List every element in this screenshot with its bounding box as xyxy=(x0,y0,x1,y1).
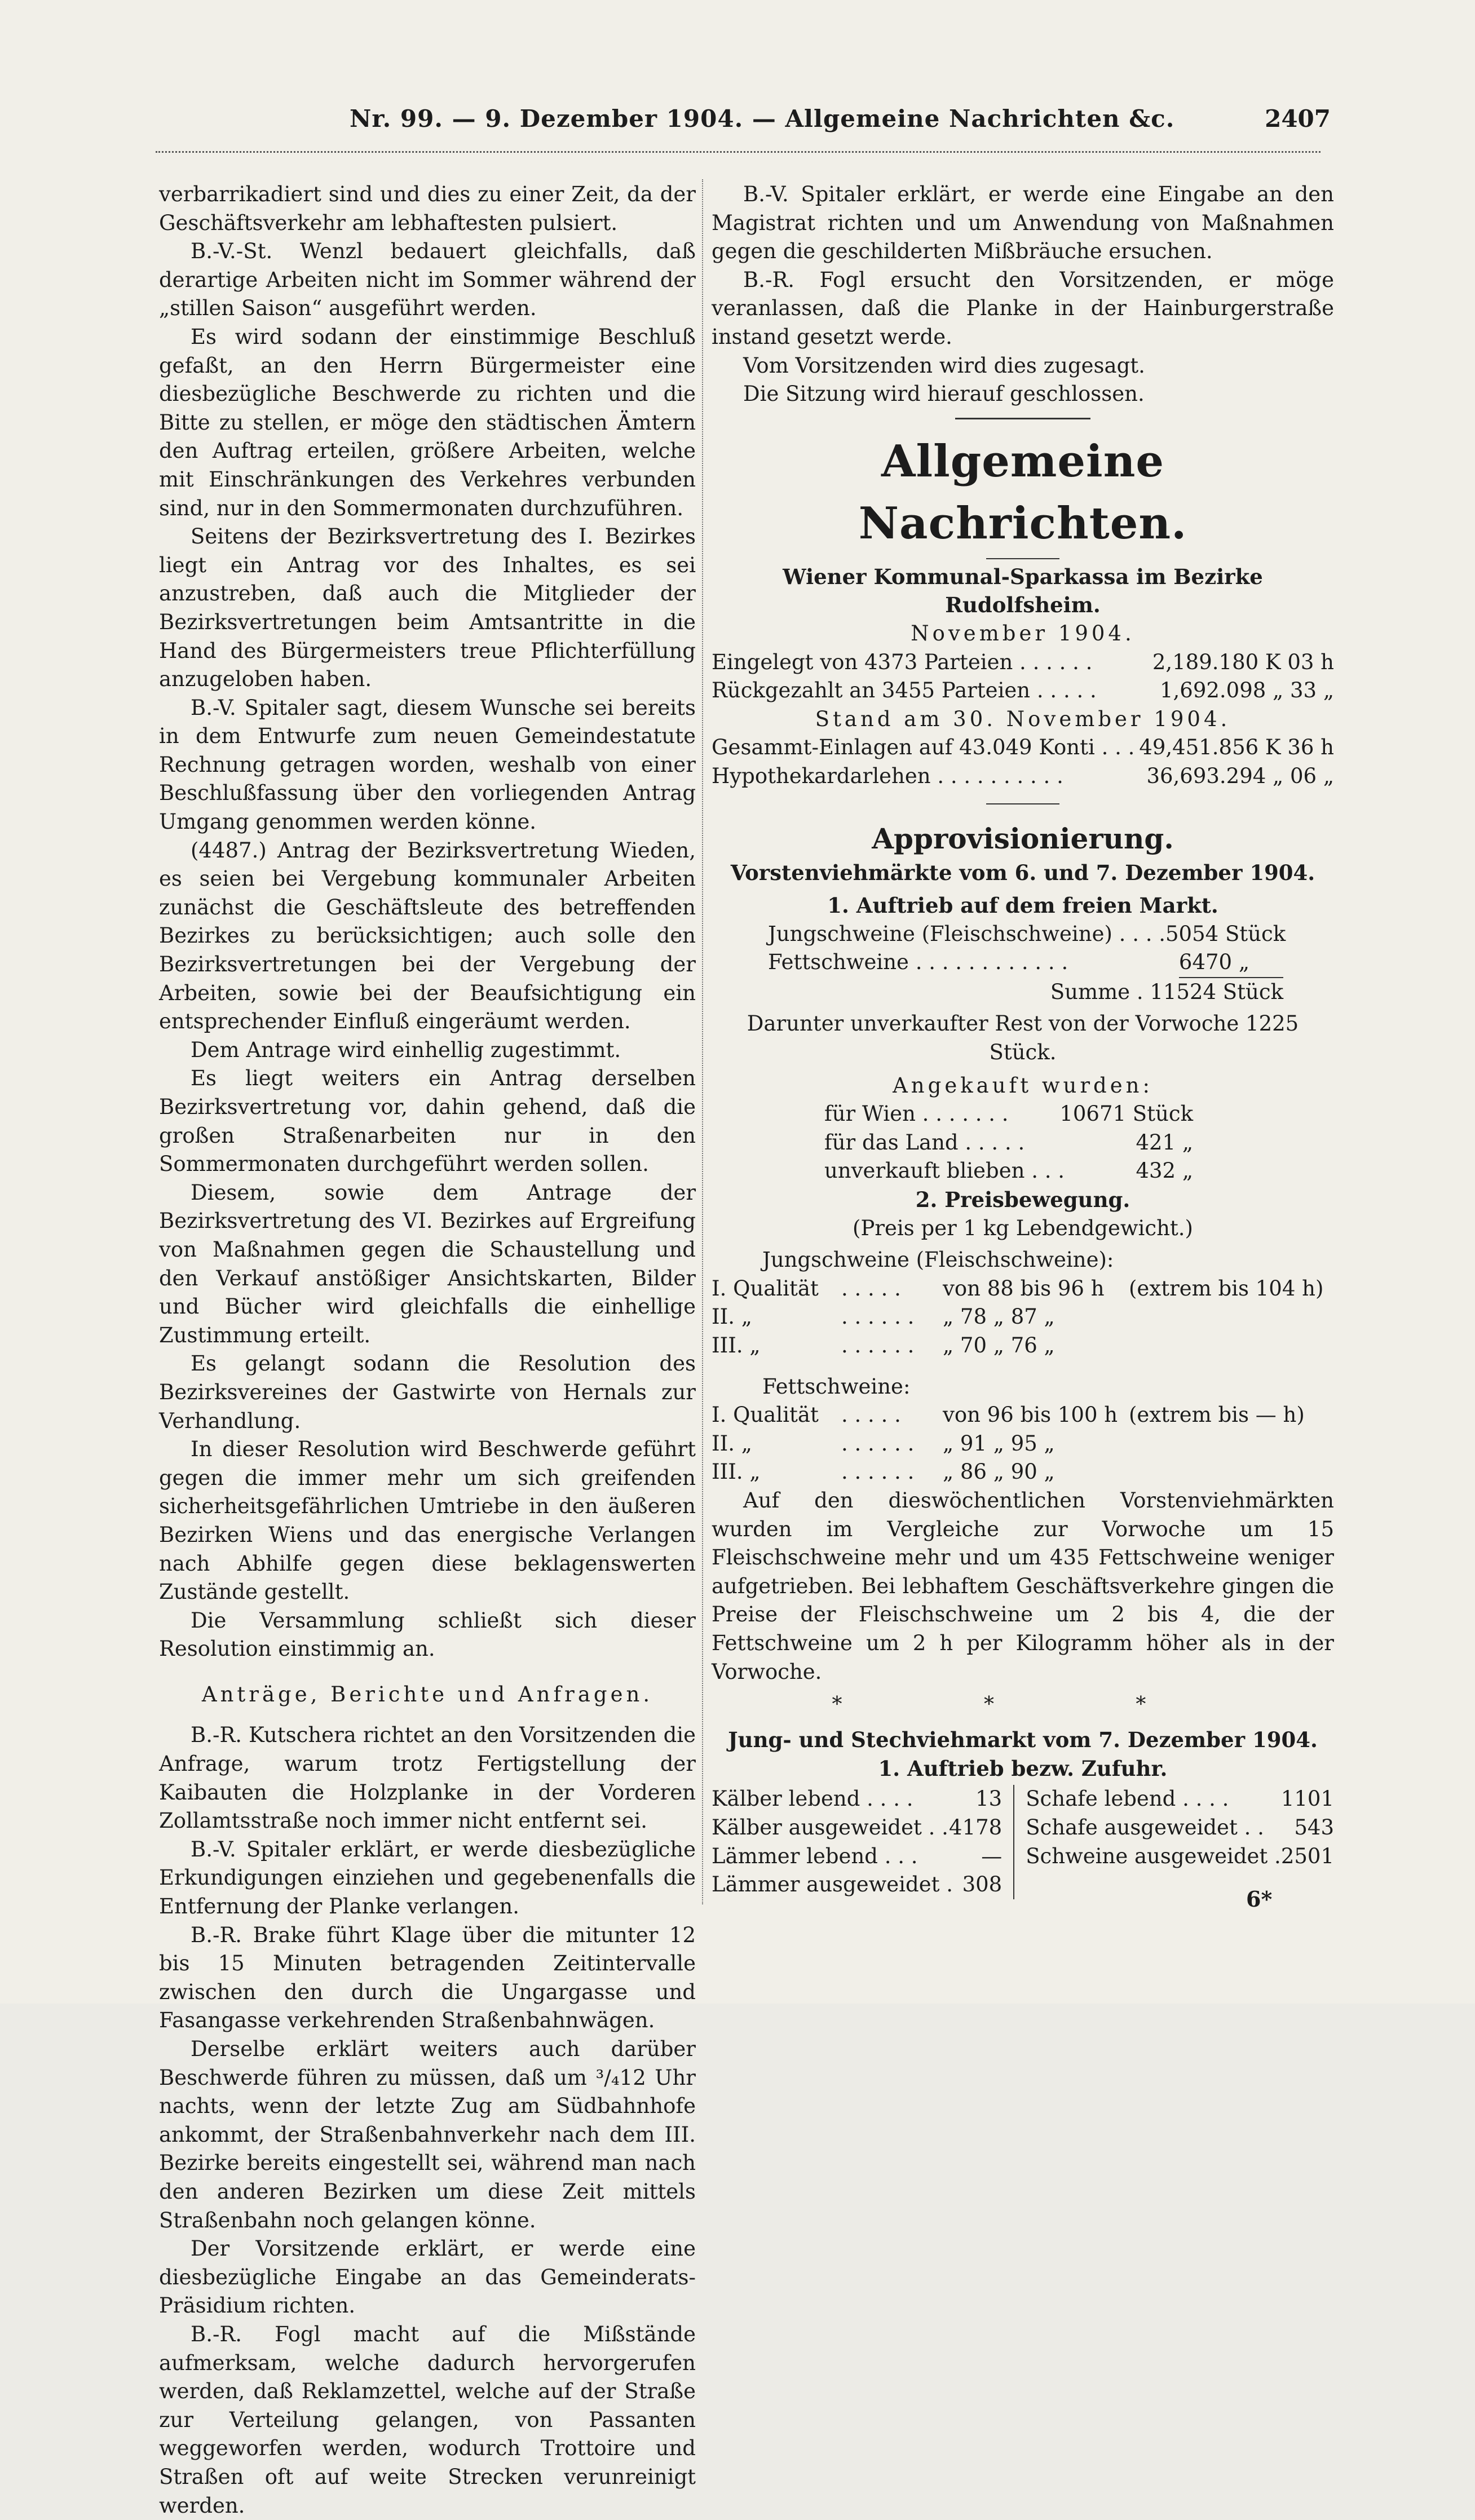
dots: . . . . . xyxy=(841,1276,901,1301)
price-range: „ 86 „ 90 „ xyxy=(943,1460,1055,1484)
quality: III. „ xyxy=(712,1460,761,1484)
price-range: von 96 bis 100 h xyxy=(943,1403,1118,1427)
angekauft-heading: Angekauft wurden: xyxy=(893,1073,1153,1098)
row-value: 4178 xyxy=(949,1815,1003,1840)
auftrieb-list xyxy=(712,920,1334,1007)
header-rule xyxy=(156,151,1321,153)
paragraph: B.-R. Brake führt Klage über die mitunter 12 bis 15 Minuten betragenden Zeitintervalle zwischen den durch die Ungargasse und Fasangasse verkehrenden Straßenbahnwägen. xyxy=(159,1922,696,2033)
paragraph: B.-R. Fogl ersucht den Vorsitzenden, er möge veranlassen, daß die Planke in der Hainburgerstraße instand gesetzt werde. xyxy=(712,267,1334,349)
auftrieb-row xyxy=(768,948,1283,978)
page-header xyxy=(0,105,1475,144)
jung-label: Jungschweine (Fleischschweine): xyxy=(762,1248,1114,1272)
jungvieh-subheading: 1. Auftrieb bezw. Zufuhr. xyxy=(878,1756,1168,1781)
rule xyxy=(955,418,1090,419)
left-column xyxy=(159,180,696,2520)
extreme xyxy=(1129,1430,1334,1458)
row-label: Schweine ausgeweidet . xyxy=(1026,1843,1281,1868)
row-value: 2,189.180 K 03 h xyxy=(1152,649,1334,674)
quality: I. Qualität xyxy=(712,1276,819,1301)
quality: II. „ xyxy=(712,1305,752,1329)
preis-heading: 2. Preisbewegung. xyxy=(915,1187,1130,1213)
sparkasse-month: November 1904. xyxy=(911,621,1135,646)
paragraph: B.-V.-St. Wenzl bedauert gleichfalls, daß derartige Arbeiten nicht im Sommer während der „stillen Saison“ ausgeführt werden. xyxy=(159,239,696,321)
extreme: (extrem bis — h) xyxy=(1129,1403,1305,1427)
jungvieh-table xyxy=(712,1785,1334,1899)
row-label: Gesammt-Einlagen auf 43.049 Konti . . . xyxy=(712,735,1135,760)
price-range: „ 78 „ 87 „ xyxy=(943,1305,1055,1329)
sparkasse-row xyxy=(712,762,1334,791)
paragraph: Diesem, sowie dem Antrage der Bezirksvertretung des VI. Bezirkes auf Ergreifung von Maßnahmen gegen die Schaustellung und den Verkauf anstößiger Ansichtskarten, Bilder und Bücher wird gleichfalls die einhellige Zustimmung erteilt. xyxy=(159,1180,696,1347)
angekauft-list xyxy=(712,1100,1334,1186)
sparkasse-row xyxy=(712,677,1334,705)
paragraph: In dieser Resolution wird Beschwerde geführt gegen die immer mehr um sich greifenden sicherheitsgefährlichen Umtriebe in den äußeren Bezirken Wiens und das energische Verlangen nach Abhilfe gegen diese beklagenswerten Zustände gestellt. xyxy=(159,1437,696,1604)
paragraph: Die Sitzung wird hierauf geschlossen. xyxy=(743,382,1145,406)
row-value: 5054 Stück xyxy=(1165,921,1286,946)
sparkasse-row xyxy=(712,733,1334,762)
auftrieb-row xyxy=(768,920,1286,949)
paragraph: B.-R. Fogl macht auf die Mißstände aufmerksam, welche dadurch hervorgerufen werden, daß Reklamzettel, welche auf der Straße zur Verteilung gelangen, von Passanten weggeworfen werden, wodurch Trottoire und Straßen oft auf weite Strecken verunreinigt werden. xyxy=(159,2322,696,2518)
row-value: 308 xyxy=(962,1872,1003,1897)
quality: I. Qualität xyxy=(712,1403,819,1427)
summe-row xyxy=(768,978,1283,1007)
jungvieh-right xyxy=(1014,1785,1334,1899)
header-title: Nr. 99. — 9. Dezember 1904. — Allgemeine Nachrichten &c. xyxy=(350,105,1175,132)
darunter-text: Darunter unverkaufter Rest von der Vorwoche 1225 Stück. xyxy=(747,1011,1299,1065)
paragraph: B.-V. Spitaler erklärt, er werde diesbezügliche Erkundigungen einziehen und gegebenenfalls die Entfernung der Planke verlangen. xyxy=(159,1837,696,1919)
dots: . . . . . . xyxy=(841,1333,915,1358)
paragraph: Die Versammlung schließt sich dieser Resolution einstimmig an. xyxy=(159,1608,696,1661)
row-label: Lämmer ausgeweidet . xyxy=(712,1872,953,1897)
approvisionierung-subtitle: Vorstenviehmärkte vom 6. und 7. Dezember 1904. xyxy=(730,860,1315,885)
jungvieh-row xyxy=(712,1814,1002,1842)
paragraph: Es gelangt sodann die Resolution des Bezirksvereines der Gastwirte von Hernals zur Verhandlung. xyxy=(159,1351,696,1433)
row-value: 432 „ xyxy=(1136,1159,1193,1183)
angekauft-row xyxy=(824,1129,1193,1157)
price-row xyxy=(712,1275,1334,1303)
row-value: 1,692.098 „ 33 „ xyxy=(1159,678,1334,703)
row-label: Lämmer lebend . . . xyxy=(712,1843,918,1868)
section-title-allgemeine-nachrichten: Allgemeine Nachrichten. xyxy=(858,435,1187,549)
row-value: 421 „ xyxy=(1136,1130,1193,1155)
row-value: — xyxy=(981,1843,1003,1868)
paragraph: B.-V. Spitaler erklärt, er werde eine Eingabe an den Magistrat richten und um Anwendung von Maßnahmen gegen die geschilderten Mißbräuche ersuchen. xyxy=(712,182,1334,264)
row-value: 1101 xyxy=(1280,1787,1334,1811)
dots: . . . . . . xyxy=(841,1305,915,1329)
row-label: Fettschweine . . . . . . . . . . . . xyxy=(768,950,1068,975)
quality: II. „ xyxy=(712,1431,752,1456)
jungvieh-row xyxy=(1026,1785,1334,1814)
fett-price-table xyxy=(712,1401,1334,1487)
row-value: 49,451.856 K 36 h xyxy=(1139,735,1334,760)
auftrieb-heading: 1. Auftrieb auf dem freien Markt. xyxy=(827,893,1218,918)
row-value: 543 xyxy=(1294,1815,1334,1840)
jungvieh-row xyxy=(712,1785,1002,1814)
column-divider xyxy=(702,179,703,1904)
price-range: von 88 bis 96 h xyxy=(943,1276,1105,1301)
sparkasse-title: Wiener Kommunal-Sparkassa im Bezirke Rudolfsheim. xyxy=(783,564,1263,618)
extreme: (extrem bis 104 h) xyxy=(1129,1276,1324,1301)
row-label: für Wien . . . . . . . xyxy=(824,1102,1009,1126)
sparkasse-stand: Stand am 30. November 1904. xyxy=(815,706,1231,731)
price-row xyxy=(712,1401,1334,1430)
paragraph: Es wird sodann der einstimmige Beschluß gefaßt, an den Herrn Bürgermeister eine diesbezügliche Beschwerde zu richten und die Bitte zu stellen, er möge den städtischen Ämtern den Auftrag erteilen, größere Arbeiten, welche mit Einschränkungen des Verkehres verbunden sind, nur in den Sommermonaten durchzuführen. xyxy=(159,324,696,520)
row-label: für das Land . . . . . xyxy=(824,1130,1025,1155)
dots: . . . . . xyxy=(841,1403,901,1427)
rule xyxy=(986,803,1059,804)
row-label: Jungschweine (Fleischschweine) . . . . xyxy=(768,921,1166,946)
extreme xyxy=(1129,1332,1334,1360)
dots: . . . . . . xyxy=(841,1431,915,1456)
row-value: 6470 „ xyxy=(1179,948,1283,978)
paragraph: Seitens der Bezirksvertretung des I. Bezirkes liegt ein Antrag vor des Inhaltes, es sei anzustreben, daß auch die Mitglieder der Bezirksvertretungen beim Amtsantritte in die Hand des Bürgermeisters treue Pflichterfüllung anzugeloben haben. xyxy=(159,524,696,692)
row-label: Hypothekardarlehen . . . . . . . . . . xyxy=(712,763,1063,788)
rule xyxy=(986,558,1059,559)
market-report: Auf den dieswöchentlichen Vorstenviehmärkten wurden im Vergleiche zur Vorwoche um 15 Fleischschweine mehr und um 435 Fettschweine weniger aufgetrieben. Bei lebhaftem Geschäftsverkehre gingen die Preise der Fleischschweine um 2 bis 4, die der Fettschweine um 2 h per Kilogramm höher als in der Vorwoche. xyxy=(712,1488,1334,1684)
row-label: Schafe lebend . . . . xyxy=(1026,1787,1229,1811)
price-range: „ 91 „ 95 „ xyxy=(943,1431,1055,1456)
price-row xyxy=(712,1303,1334,1332)
fett-label: Fettschweine: xyxy=(762,1374,911,1399)
extreme xyxy=(1129,1303,1334,1332)
row-label: Kälber lebend . . . . xyxy=(712,1787,913,1811)
paragraph: (4487.) Antrag der Bezirksvertretung Wieden, es seien bei Vergebung kommunaler Arbeiten zunächst die Geschäftsleute des betreffenden Bezirkes zu berücksichtigen; auch solle den Bezirksvertretungen bei der Vergebung der Arbeiten, sowie bei der Beaufsichtigung ein entsprechender Einfluß eingeräumt werden. xyxy=(159,838,696,1034)
dots: . . . . . . xyxy=(841,1460,915,1484)
row-value: 13 xyxy=(975,1787,1003,1811)
row-value: 36,693.294 „ 06 „ xyxy=(1146,763,1334,788)
row-label: Schafe ausgeweidet . . xyxy=(1026,1815,1264,1840)
section-separator-stars: * * * xyxy=(832,1693,1214,1717)
paragraph: B.-V. Spitaler sagt, diesem Wunsche sei bereits in dem Entwurfe zum neuen Gemeindestatute Rechnung getragen worden, weshalb von einer Beschlußfassung über den vorliegenden Antrag Umgang genommen werden könne. xyxy=(159,695,696,834)
paragraph: verbarrikadiert sind und dies zu einer Zeit, da der Geschäftsverkehr am lebhaftesten pulsiert. xyxy=(159,182,696,235)
sparkasse-row xyxy=(712,648,1334,677)
paragraph: Dem Antrage wird einhellig zugestimmt. xyxy=(191,1037,621,1062)
row-label: Kälber ausgeweidet . . xyxy=(712,1815,948,1840)
jungvieh-row xyxy=(712,1842,1002,1871)
right-column xyxy=(712,180,1334,1899)
jungvieh-title: Jung- und Stechviehmarkt vom 7. Dezember 1904. xyxy=(728,1727,1318,1753)
page-number: 2407 xyxy=(1265,105,1331,132)
row-value: 10671 Stück xyxy=(1059,1102,1193,1126)
paragraph: Der Vorsitzende erklärt, er werde eine diesbezügliche Eingabe an das Gemeinderats-Präsidium richten. xyxy=(159,2236,696,2318)
preis-note: (Preis per 1 kg Lebendgewicht.) xyxy=(853,1215,1193,1240)
price-row xyxy=(712,1430,1334,1458)
row-label: Rückgezahlt an 3455 Parteien . . . . . xyxy=(712,678,1097,703)
price-row xyxy=(712,1458,1334,1487)
jungvieh-row xyxy=(1026,1814,1334,1842)
paragraph: Derselbe erklärt weiters auch darüber Beschwerde führen zu müssen, daß um ³/₄12 Uhr nachts, wenn der letzte Zug am Südbahnhofe ankommt, der Straßenbahnverkehr nach dem III. Bezirke bereits eingestellt sei, während man nach den anderen Bezirken um diese Zeit mittels Straßenbahn noch gelangen könne. xyxy=(159,2037,696,2232)
jungvieh-row xyxy=(1026,1842,1334,1871)
angekauft-row xyxy=(824,1157,1193,1186)
row-value: 2501 xyxy=(1280,1843,1334,1868)
jungvieh-row xyxy=(712,1871,1002,1899)
jungvieh-left xyxy=(712,1785,1014,1899)
paragraph: Vom Vorsitzenden wird dies zugesagt. xyxy=(743,353,1145,378)
paragraph: Es liegt weiters ein Antrag derselben Bezirksvertretung vor, dahin gehend, daß die großen Straßenarbeiten nur in den Sommermonaten durchgeführt werden sollen. xyxy=(159,1066,696,1177)
row-label: Eingelegt von 4373 Parteien . . . . . . xyxy=(712,649,1093,674)
summe: Summe . 11524 Stück xyxy=(1050,979,1283,1004)
price-row xyxy=(712,1332,1334,1360)
extreme xyxy=(1129,1458,1334,1487)
section-heading: Anträge, Berichte und Anfragen. xyxy=(201,1682,653,1706)
paragraph: B.-R. Kutschera richtet an den Vorsitzenden die Anfrage, warum trotz Fertigstellung der Kaibauten die Holzplanke in der Vorderen Zollamtsstraße noch immer nicht entfernt sei. xyxy=(159,1723,696,1833)
section-title-approvisionierung: Approvisionierung. xyxy=(872,821,1174,855)
signature-mark: 6* xyxy=(1246,1886,1273,1912)
jung-price-table xyxy=(712,1275,1334,1360)
price-range: „ 70 „ 76 „ xyxy=(943,1333,1055,1358)
row-label: unverkauft blieben . . . xyxy=(824,1159,1065,1183)
quality: III. „ xyxy=(712,1333,761,1358)
angekauft-row xyxy=(824,1100,1193,1129)
